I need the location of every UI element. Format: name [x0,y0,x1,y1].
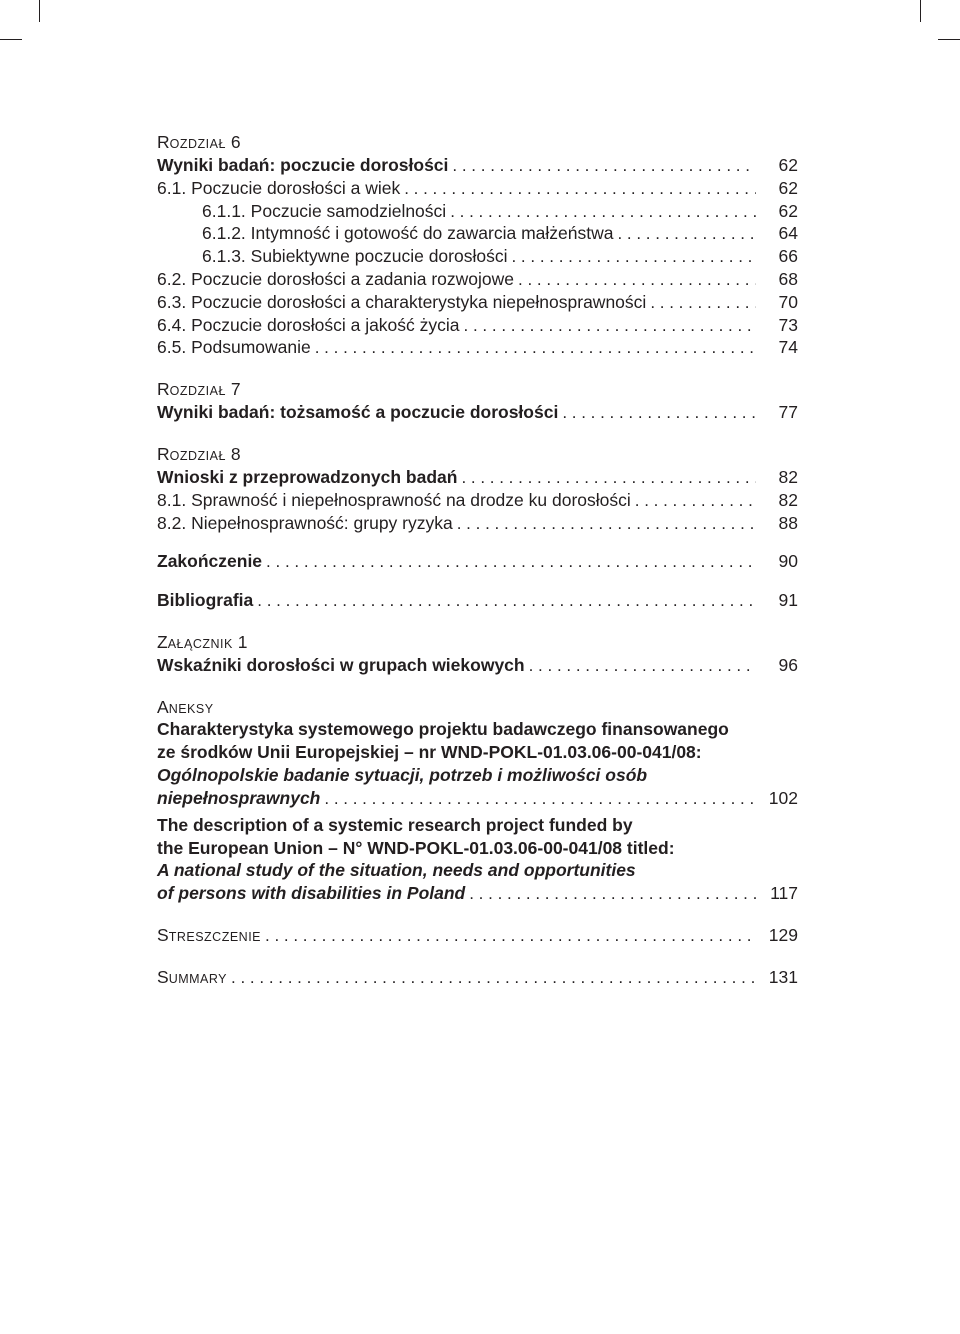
chapter-8-label: ROZDZIAŁ 8 [157,444,241,464]
toc-entry[interactable] [157,153,798,177]
entry-title: 6.3. Poczucie dorosłości a charakterystyka niepełnosprawności [157,292,647,312]
toc-entry[interactable] [157,653,798,677]
leader-dots [562,401,756,425]
entry-title: 6.1.3. Subiektywne poczucie dorosłości [202,246,508,266]
entry-title: Wyniki badań: tożsamość a poczucie dorosłości [157,402,559,422]
toc-entry[interactable] [157,881,798,905]
toc-entry[interactable] [157,199,798,223]
entry-title: SUMMARY [157,967,228,987]
leader-dots [457,512,756,536]
entry-title: Zakończenie [157,551,263,571]
entry-title: of persons with disabilities in Poland [157,883,466,903]
leader-dots [617,222,756,246]
leader-dots [452,154,756,178]
leader-dots [404,177,756,201]
leader-dots [461,466,756,490]
leader-dots [266,550,756,574]
toc-entry[interactable] [157,267,798,291]
leader-dots [231,966,756,990]
page-number: 64 [778,223,798,243]
page-number: 88 [778,513,798,533]
page-number: 117 [770,883,798,903]
leader-dots [650,291,756,315]
toc-entry[interactable] [157,335,798,359]
entry-title: 6.1.1. Poczucie samodzielności [202,201,447,221]
leader-dots [324,787,756,811]
toc-entry[interactable] [157,465,798,489]
entry-title: Wskaźniki dorosłości w grupach wiekowych [157,655,525,675]
toc-entry[interactable] [157,488,798,512]
entry-title: 6.5. Podsumowanie [157,337,311,357]
annex-pl-title-line: Charakterystyka systemowego projektu badawczego finansowanego [157,719,729,739]
page-number: 82 [778,467,798,487]
entry-title: Wnioski z przeprowadzonych badań [157,467,458,487]
page-number: 74 [778,337,798,357]
entry-title: 8.1. Sprawność i niepełnosprawność na drodze ku dorosłości [157,490,631,510]
entry-title: 6.2. Poczucie dorosłości a zadania rozwojowe [157,269,515,289]
entry-title: 6.4. Poczucie dorosłości a jakość życia [157,315,460,335]
page-number: 62 [778,155,798,175]
page-number: 131 [768,967,798,987]
chapter-7-label: ROZDZIAŁ 7 [157,379,241,399]
entry-title: 6.1. Poczucie dorosłości a wiek [157,178,401,198]
page-number: 82 [778,490,798,510]
page-number: 129 [768,925,798,945]
page-number: 96 [778,655,798,675]
toc-entry[interactable] [157,290,798,314]
entry-title: niepełnosprawnych [157,788,321,808]
page-number: 62 [778,178,798,198]
page-number: 90 [778,551,798,571]
crop-mark-top-right-horizontal [938,39,960,40]
toc-entry[interactable] [157,549,798,573]
leader-dots [511,245,756,269]
entry-title: Wyniki badań: poczucie dorosłości [157,155,449,175]
toc-entry[interactable] [157,176,798,200]
annex-en-title-line: the European Union – N° WND-POKL-01.03.06-00-041/08 titled: [157,838,675,858]
page-number: 68 [778,269,798,289]
chapter-6-label: ROZDZIAŁ 6 [157,132,241,152]
toc-entry[interactable] [157,313,798,337]
page-number: 70 [778,292,798,312]
leader-dots [529,654,756,678]
crop-mark-top-right-vertical [920,0,921,22]
page-number: 102 [768,788,798,808]
page-number: 66 [778,246,798,266]
entry-title: 8.2. Niepełnosprawność: grupy ryzyka [157,513,453,533]
entry-title: 6.1.2. Intymność i gotowość do zawarcia małżeństwa [202,223,614,243]
leader-dots [265,924,756,948]
toc-entry[interactable] [157,923,798,947]
page-number: 77 [778,402,798,422]
crop-mark-top-left-vertical [39,0,40,22]
toc-entry[interactable] [157,965,798,989]
toc-entry[interactable] [157,786,798,810]
crop-mark-top-left-horizontal [0,39,22,40]
page-number: 73 [778,315,798,335]
leader-dots [518,268,756,292]
leader-dots [315,336,756,360]
entry-title: STRESZCZENIE [157,925,261,945]
toc-entry[interactable] [157,588,798,612]
annex-pl-title-line: ze środków Unii Europejskiej – nr WND-POKL-01.03.06-00-041/08: [157,742,702,762]
toc-entry[interactable] [157,511,798,535]
annex-en-title-line: A national study of the situation, needs and opportunities [157,860,636,880]
toc-entry[interactable] [157,400,798,424]
annex-en-title-line: The description of a systemic research project funded by [157,815,633,835]
leader-dots [469,882,756,906]
annex-pl-title-line: Ogólnopolskie badanie sytuacji, potrzeb i możliwości osób [157,765,648,785]
toc-entry[interactable] [157,221,798,245]
appendix-1-label: ZAŁĄCZNIK 1 [157,632,248,652]
entry-title: Bibliografia [157,590,254,610]
toc-entry[interactable] [157,244,798,268]
page-number: 91 [778,590,798,610]
page-number: 62 [778,201,798,221]
leader-dots [635,489,756,513]
annexes-label: ANEKSY [157,697,214,717]
leader-dots [257,589,756,613]
